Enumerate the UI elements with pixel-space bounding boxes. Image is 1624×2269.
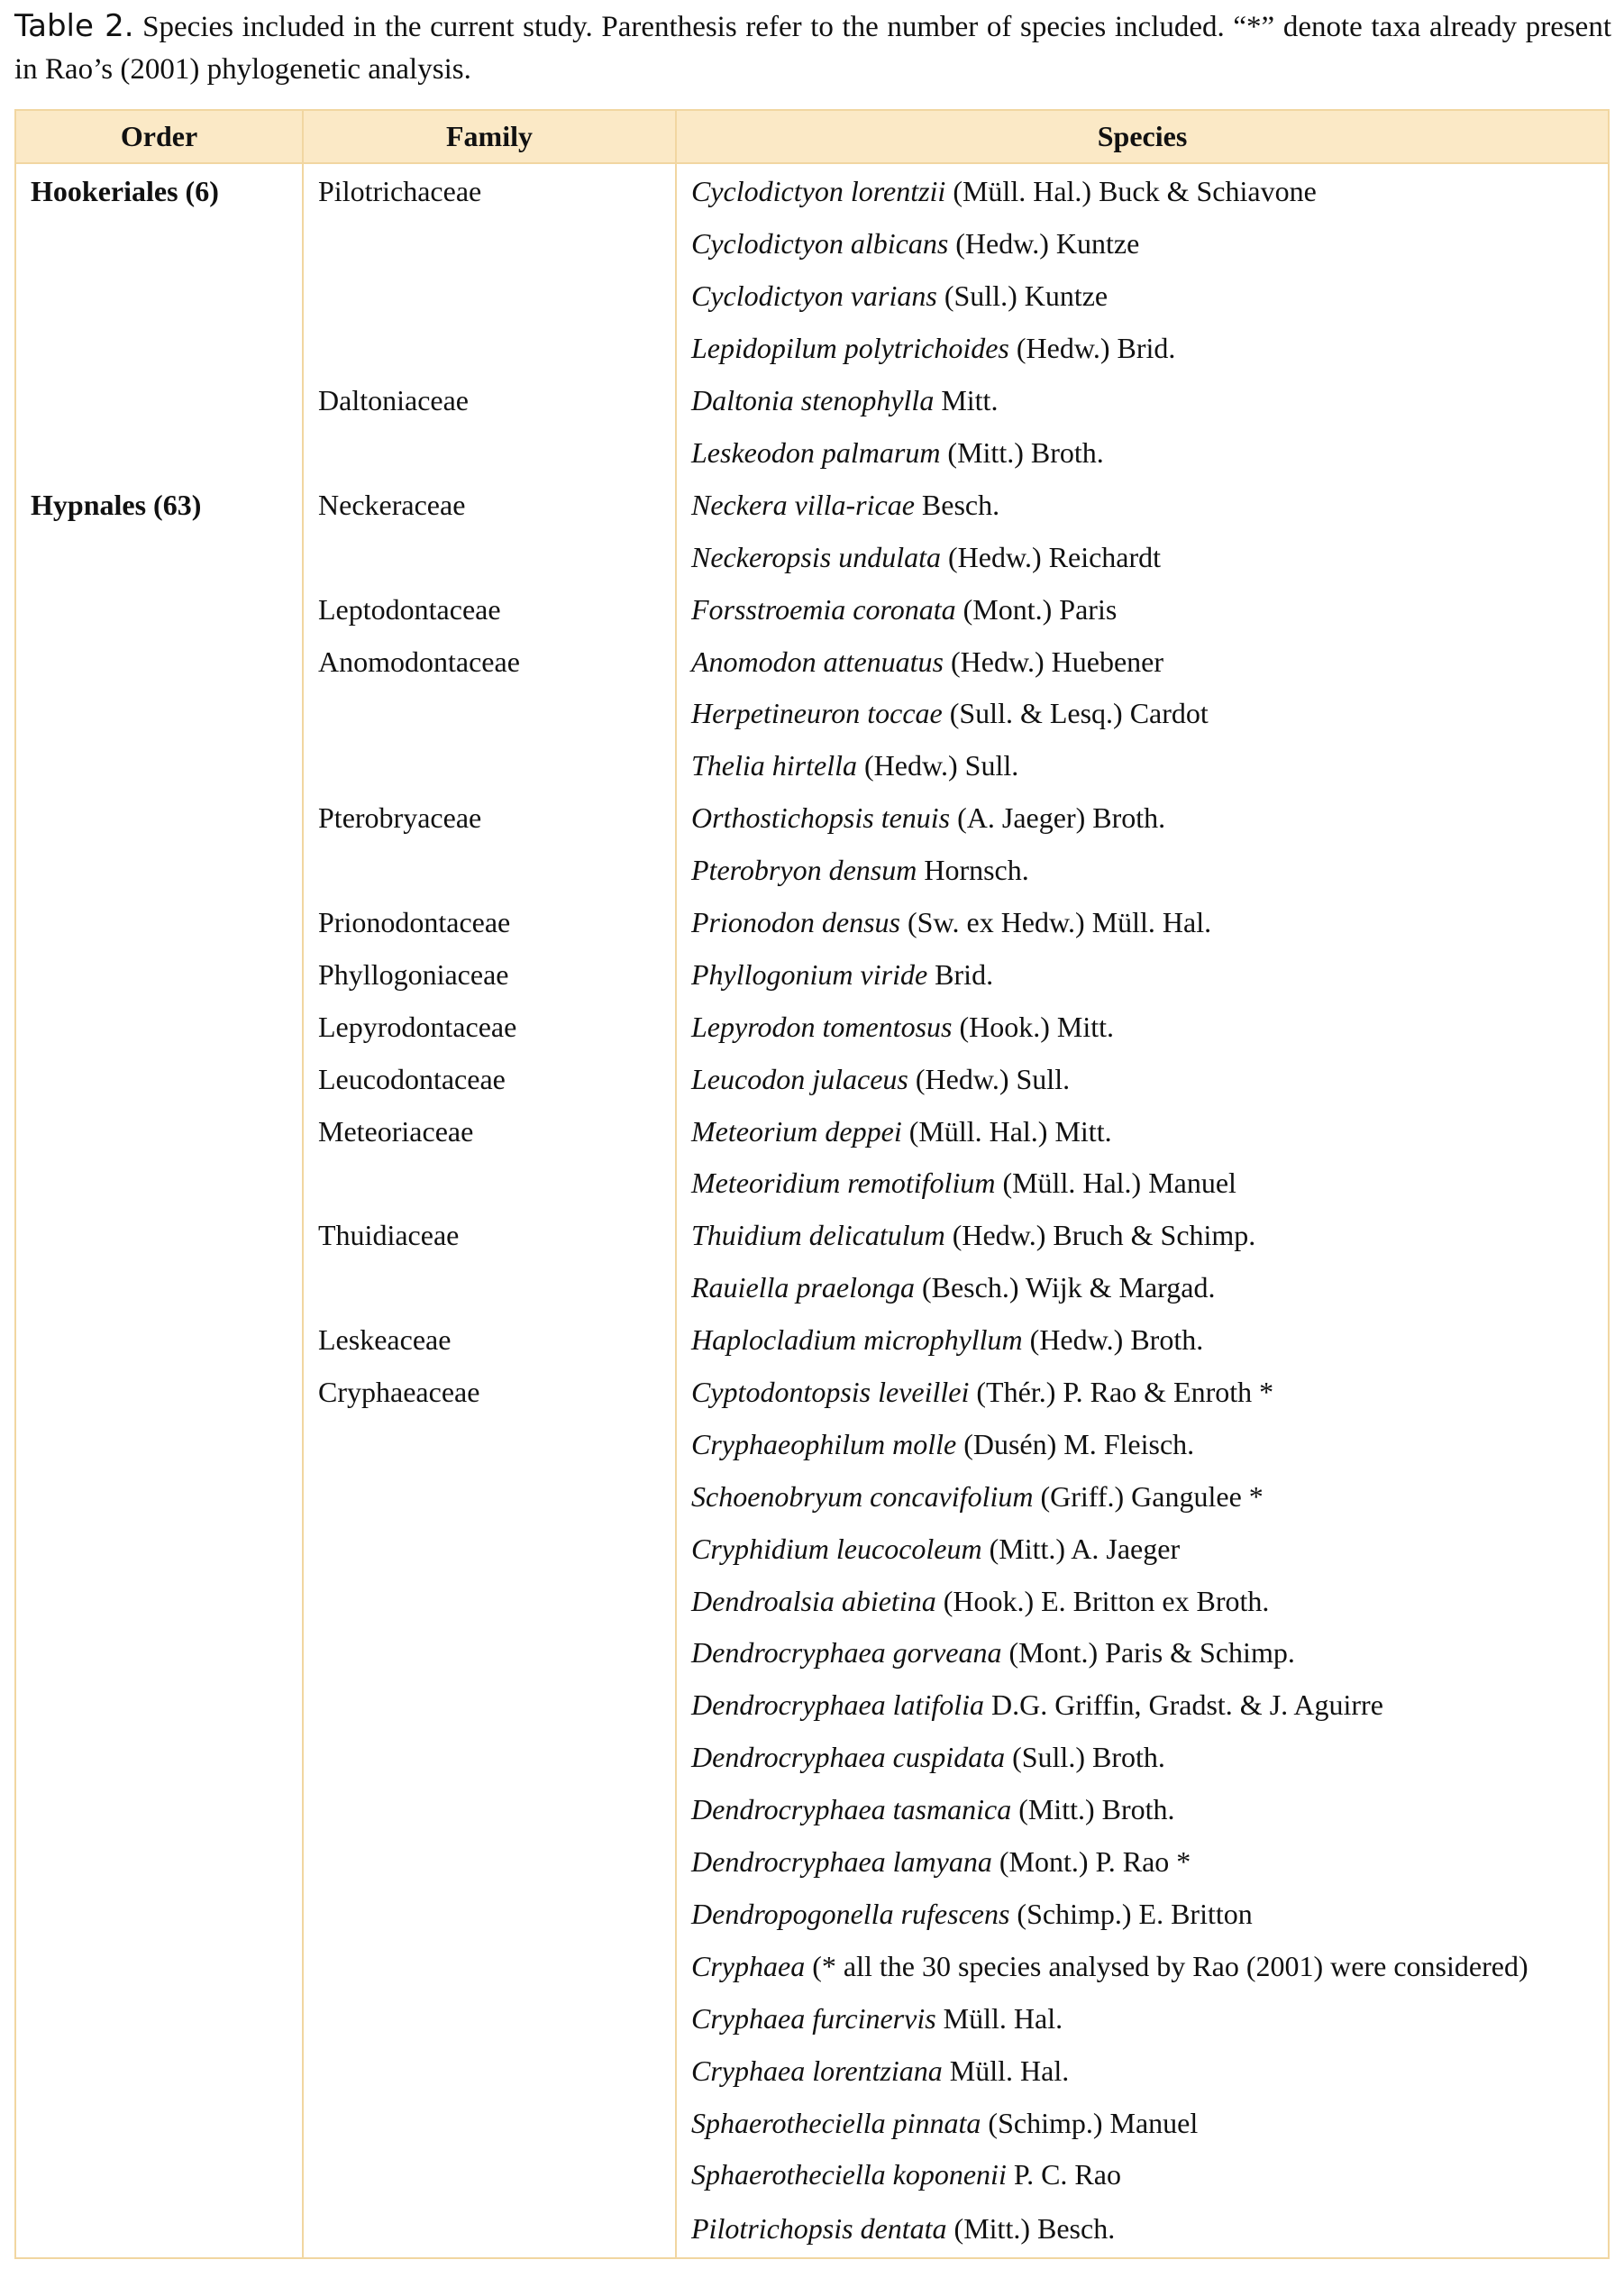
species-authority: Besch. bbox=[914, 488, 1000, 521]
order-cell bbox=[15, 375, 303, 427]
species-cell bbox=[676, 479, 1609, 531]
order-cell bbox=[15, 1992, 303, 2045]
header-row bbox=[15, 110, 1609, 163]
table-row bbox=[15, 218, 1609, 270]
table-row bbox=[15, 163, 1609, 218]
species-cell bbox=[676, 1784, 1609, 1836]
family-cell bbox=[303, 1889, 676, 1941]
family-cell bbox=[303, 270, 676, 323]
order-cell bbox=[15, 2097, 303, 2149]
table-row bbox=[15, 2149, 1609, 2201]
table-row bbox=[15, 1627, 1609, 1679]
family-cell: Neckeraceae bbox=[303, 479, 676, 531]
species-name: Daltonia stenophylla bbox=[691, 384, 935, 417]
order-cell bbox=[15, 2149, 303, 2201]
table-row bbox=[15, 1575, 1609, 1627]
header-order: Order bbox=[15, 110, 303, 163]
order-cell bbox=[15, 1105, 303, 1157]
table-row bbox=[15, 1784, 1609, 1836]
table-row bbox=[15, 1367, 1609, 1419]
family-cell: Meteoriaceae bbox=[303, 1105, 676, 1157]
table-row bbox=[15, 636, 1609, 688]
species-authority: (Müll. Hal.) Buck & Schiavone bbox=[945, 174, 1317, 207]
species-authority: (Müll. Hal.) Manuel bbox=[995, 1167, 1236, 1200]
order-cell bbox=[15, 1470, 303, 1523]
order-cell bbox=[15, 636, 303, 688]
order-cell bbox=[15, 740, 303, 792]
family-cell bbox=[303, 1157, 676, 1210]
order-cell bbox=[15, 1732, 303, 1784]
order-cell bbox=[15, 1210, 303, 1262]
table-row bbox=[15, 948, 1609, 1001]
order-cell: Hypnales (63) bbox=[15, 479, 303, 531]
family-cell bbox=[303, 1784, 676, 1836]
species-name: Dendrocryphaea lamyana bbox=[691, 1845, 992, 1879]
table-row bbox=[15, 427, 1609, 480]
table-row bbox=[15, 531, 1609, 583]
family-cell bbox=[303, 1575, 676, 1627]
species-cell bbox=[676, 1836, 1609, 1889]
species-name: Herpetineuron toccae bbox=[691, 697, 943, 730]
species-name: Lepyrodon tomentosus bbox=[691, 1010, 953, 1043]
species-cell bbox=[676, 323, 1609, 375]
order-cell bbox=[15, 323, 303, 375]
species-authority: (A. Jaeger) Broth. bbox=[950, 801, 1166, 835]
species-authority: (Hedw.) Broth. bbox=[1022, 1323, 1204, 1357]
order-cell bbox=[15, 792, 303, 845]
table-row bbox=[15, 1418, 1609, 1470]
species-cell bbox=[676, 2097, 1609, 2149]
table-row bbox=[15, 1053, 1609, 1105]
species-authority: Hornsch. bbox=[917, 854, 1029, 887]
order-cell bbox=[15, 1001, 303, 1053]
species-cell bbox=[676, 2149, 1609, 2201]
family-cell bbox=[303, 1262, 676, 1314]
table-row bbox=[15, 1940, 1609, 1992]
table-row bbox=[15, 792, 1609, 845]
species-name: Dendroalsia abietina bbox=[691, 1584, 936, 1617]
species-name: Cryphaeophilum molle bbox=[691, 1427, 957, 1460]
species-authority: (Hedw.) Sull. bbox=[908, 1062, 1071, 1095]
table-row bbox=[15, 740, 1609, 792]
species-cell bbox=[676, 897, 1609, 949]
header-family: Family bbox=[303, 110, 676, 163]
family-cell bbox=[303, 323, 676, 375]
family-cell: Anomodontaceae bbox=[303, 636, 676, 688]
family-cell bbox=[303, 845, 676, 897]
species-cell bbox=[676, 427, 1609, 480]
family-cell bbox=[303, 218, 676, 270]
table-row bbox=[15, 1523, 1609, 1575]
species-cell bbox=[676, 218, 1609, 270]
table-row bbox=[15, 1889, 1609, 1941]
species-authority: (Hedw.) Kuntze bbox=[948, 227, 1140, 261]
family-cell: Phyllogoniaceae bbox=[303, 948, 676, 1001]
species-name: Schoenobryum concavifolium bbox=[691, 1479, 1034, 1513]
family-cell: Leucodontaceae bbox=[303, 1053, 676, 1105]
species-cell bbox=[676, 1732, 1609, 1784]
species-authority: (Thér.) P. Rao & Enroth * bbox=[969, 1376, 1274, 1409]
species-authority: (Mitt.) Broth. bbox=[940, 436, 1104, 469]
order-cell bbox=[15, 427, 303, 480]
species-authority: (Dusén) M. Fleisch. bbox=[956, 1427, 1195, 1460]
family-cell: Daltoniaceae bbox=[303, 375, 676, 427]
table-row bbox=[15, 1836, 1609, 1889]
species-name: Haplocladium microphyllum bbox=[691, 1323, 1023, 1357]
species-name: Cyclodictyon lorentzii bbox=[691, 174, 946, 207]
species-name: Orthostichopsis tenuis bbox=[691, 801, 951, 835]
species-authority: (Besch.) Wijk & Margad. bbox=[914, 1271, 1216, 1304]
species-authority: (Hedw.) Brid. bbox=[1008, 332, 1176, 365]
species-name: Dendrocryphaea tasmanica bbox=[691, 1793, 1012, 1826]
species-name: Anomodon attenuatus bbox=[691, 645, 944, 678]
species-cell bbox=[676, 1157, 1609, 1210]
order-cell bbox=[15, 845, 303, 897]
table-row bbox=[15, 1992, 1609, 2045]
family-cell bbox=[303, 2045, 676, 2097]
species-authority: (Mont.) Paris bbox=[955, 592, 1118, 626]
family-cell bbox=[303, 688, 676, 740]
species-authority: Brid. bbox=[927, 957, 994, 991]
species-name: Neckera villa-ricae bbox=[691, 488, 915, 521]
species-name: Cryphaea furcinervis bbox=[691, 2001, 936, 2035]
species-cell bbox=[676, 845, 1609, 897]
species-authority: (Schimp.) Manuel bbox=[981, 2106, 1199, 2139]
species-cell bbox=[676, 1367, 1609, 1419]
family-cell: Prionodontaceae bbox=[303, 897, 676, 949]
species-cell bbox=[676, 1001, 1609, 1053]
species-name: Dendropogonella rufescens bbox=[691, 1897, 1010, 1930]
species-name: Thuidium delicatulum bbox=[691, 1219, 945, 1252]
table-row bbox=[15, 897, 1609, 949]
order-cell bbox=[15, 1367, 303, 1419]
species-cell bbox=[676, 792, 1609, 845]
species-cell bbox=[676, 531, 1609, 583]
order-cell bbox=[15, 1314, 303, 1367]
order-cell bbox=[15, 1784, 303, 1836]
family-cell: Leptodontaceae bbox=[303, 583, 676, 636]
species-authority: (Sull.) Broth. bbox=[1005, 1741, 1165, 1774]
species-authority: (Griff.) Gangulee * bbox=[1033, 1479, 1264, 1513]
species-name: Leucodon julaceus bbox=[691, 1062, 908, 1095]
order-cell bbox=[15, 2045, 303, 2097]
order-cell bbox=[15, 1627, 303, 1679]
order-cell bbox=[15, 2201, 303, 2258]
family-cell: Thuidiaceae bbox=[303, 1210, 676, 1262]
family-cell bbox=[303, 1679, 676, 1732]
species-cell bbox=[676, 1262, 1609, 1314]
table-row bbox=[15, 688, 1609, 740]
species-name: Thelia hirtella bbox=[691, 749, 857, 782]
species-name: Cyclodictyon varians bbox=[691, 279, 937, 313]
species-authority: Müll. Hal. bbox=[942, 2054, 1070, 2087]
order-cell bbox=[15, 948, 303, 1001]
species-name: Forsstroemia coronata bbox=[691, 592, 956, 626]
species-cell bbox=[676, 163, 1609, 218]
species-authority: D.G. Griffin, Gradst. & J. Aguirre bbox=[983, 1688, 1383, 1722]
species-name: Pterobryon densum bbox=[691, 854, 917, 887]
table-row bbox=[15, 479, 1609, 531]
order-cell bbox=[15, 1418, 303, 1470]
species-cell bbox=[676, 1053, 1609, 1105]
species-name: Pilotrichopsis dentata bbox=[691, 2212, 947, 2246]
species-authority: P. C. Rao bbox=[1006, 2158, 1121, 2191]
species-name: Neckeropsis undulata bbox=[691, 540, 941, 573]
species-cell bbox=[676, 948, 1609, 1001]
species-authority: (Hook.) E. Britton ex Broth. bbox=[935, 1584, 1270, 1617]
species-authority: (Sull.) Kuntze bbox=[936, 279, 1109, 313]
species-cell bbox=[676, 740, 1609, 792]
family-cell bbox=[303, 2097, 676, 2149]
family-cell bbox=[303, 2149, 676, 2201]
table-row bbox=[15, 1262, 1609, 1314]
family-cell bbox=[303, 1627, 676, 1679]
species-authority: (Mont.) Paris & Schimp. bbox=[1001, 1636, 1295, 1670]
species-cell bbox=[676, 1418, 1609, 1470]
family-cell bbox=[303, 1836, 676, 1889]
species-name: Leskeodon palmarum bbox=[691, 436, 941, 469]
table-row bbox=[15, 2097, 1609, 2149]
species-authority: (Mitt.) Besch. bbox=[946, 2212, 1116, 2246]
species-name: Cyclodictyon albicans bbox=[691, 227, 949, 261]
family-cell bbox=[303, 1523, 676, 1575]
order-cell bbox=[15, 1836, 303, 1889]
table-row bbox=[15, 1105, 1609, 1157]
species-name: Meteoridium remotifolium bbox=[691, 1167, 996, 1200]
table-row bbox=[15, 270, 1609, 323]
species-name: Meteorium deppei bbox=[691, 1114, 902, 1148]
species-cell bbox=[676, 2045, 1609, 2097]
species-cell bbox=[676, 375, 1609, 427]
family-cell bbox=[303, 2201, 676, 2258]
table-row bbox=[15, 1001, 1609, 1053]
table-row bbox=[15, 1732, 1609, 1784]
order-cell bbox=[15, 1053, 303, 1105]
species-name: Cryphaea bbox=[691, 1949, 806, 1982]
species-cell bbox=[676, 1679, 1609, 1732]
table-row bbox=[15, 2045, 1609, 2097]
species-authority: (Sull. & Lesq.) Cardot bbox=[942, 697, 1209, 730]
table-row bbox=[15, 1314, 1609, 1367]
species-name: Prionodon densus bbox=[691, 906, 900, 939]
species-cell bbox=[676, 1627, 1609, 1679]
order-cell bbox=[15, 218, 303, 270]
family-cell bbox=[303, 740, 676, 792]
order-cell bbox=[15, 897, 303, 949]
species-name: Cryphidium leucocoleum bbox=[691, 1532, 982, 1565]
species-authority: (Mitt.) Broth. bbox=[1011, 1793, 1175, 1826]
species-name: Cryphaea lorentziana bbox=[691, 2054, 943, 2087]
species-authority: Mitt. bbox=[934, 384, 999, 417]
species-cell bbox=[676, 1470, 1609, 1523]
species-table bbox=[14, 109, 1610, 2259]
species-authority: (* all the 30 species analysed by Rao (2001) were considered) bbox=[805, 1949, 1528, 1982]
species-authority: (Sw. ex Hedw.) Müll. Hal. bbox=[900, 906, 1212, 939]
species-cell bbox=[676, 1889, 1609, 1941]
species-cell bbox=[676, 2201, 1609, 2258]
family-cell bbox=[303, 1418, 676, 1470]
family-cell: Pilotrichaceae bbox=[303, 163, 676, 218]
order-cell: Hookeriales (6) bbox=[15, 163, 303, 218]
species-authority: (Mitt.) A. Jaeger bbox=[981, 1532, 1181, 1565]
species-authority: (Hedw.) Bruch & Schimp. bbox=[944, 1219, 1256, 1252]
header-species: Species bbox=[676, 110, 1609, 163]
species-cell bbox=[676, 270, 1609, 323]
table-row bbox=[15, 323, 1609, 375]
order-cell bbox=[15, 1889, 303, 1941]
table-row bbox=[15, 375, 1609, 427]
species-cell bbox=[676, 1314, 1609, 1367]
family-cell bbox=[303, 1992, 676, 2045]
species-cell bbox=[676, 583, 1609, 636]
species-name: Dendrocryphaea gorveana bbox=[691, 1636, 1002, 1670]
order-cell bbox=[15, 1523, 303, 1575]
table-row bbox=[15, 845, 1609, 897]
order-cell bbox=[15, 270, 303, 323]
species-cell bbox=[676, 1105, 1609, 1157]
caption-text: Species included in the current study. Parenthesis refer to the number of species included. “*” denote taxa already present in Rao’s (2001) phylogenetic analysis. bbox=[14, 11, 1612, 86]
species-authority: (Hook.) Mitt. bbox=[952, 1010, 1115, 1043]
species-name: Cyptodontopsis leveillei bbox=[691, 1376, 970, 1409]
species-authority: (Hedw.) Sull. bbox=[857, 749, 1019, 782]
family-cell bbox=[303, 531, 676, 583]
species-cell bbox=[676, 688, 1609, 740]
order-cell bbox=[15, 1679, 303, 1732]
family-cell: Pterobryaceae bbox=[303, 792, 676, 845]
species-name: Phyllogonium viride bbox=[691, 957, 928, 991]
table-row bbox=[15, 1157, 1609, 1210]
species-authority: (Hedw.) Reichardt bbox=[941, 540, 1162, 573]
species-cell bbox=[676, 1940, 1609, 1992]
species-name: Sphaerotheciella koponenii bbox=[691, 2158, 1007, 2191]
species-authority: (Schimp.) E. Britton bbox=[1009, 1897, 1253, 1930]
species-name: Dendrocryphaea cuspidata bbox=[691, 1741, 1006, 1774]
species-authority: (Mont.) P. Rao * bbox=[991, 1845, 1191, 1879]
order-cell bbox=[15, 1157, 303, 1210]
family-cell bbox=[303, 427, 676, 480]
species-name: Lepidopilum polytrichoides bbox=[691, 332, 1009, 365]
table-row bbox=[15, 1679, 1609, 1732]
family-cell: Cryphaeaceae bbox=[303, 1367, 676, 1419]
order-cell bbox=[15, 688, 303, 740]
family-cell bbox=[303, 1940, 676, 1992]
species-cell bbox=[676, 1575, 1609, 1627]
family-cell: Leskeaceae bbox=[303, 1314, 676, 1367]
table-body bbox=[15, 163, 1609, 2258]
order-cell bbox=[15, 531, 303, 583]
order-cell bbox=[15, 583, 303, 636]
species-cell bbox=[676, 1210, 1609, 1262]
species-authority: Müll. Hal. bbox=[935, 2001, 1063, 2035]
table-row bbox=[15, 2201, 1609, 2258]
species-authority: (Müll. Hal.) Mitt. bbox=[901, 1114, 1112, 1148]
order-cell bbox=[15, 1940, 303, 1992]
species-name: Rauiella praelonga bbox=[691, 1271, 915, 1304]
species-name: Dendrocryphaea latifolia bbox=[691, 1688, 984, 1722]
species-cell bbox=[676, 1992, 1609, 2045]
table-row bbox=[15, 1470, 1609, 1523]
family-cell bbox=[303, 1732, 676, 1784]
species-name: Sphaerotheciella pinnata bbox=[691, 2106, 981, 2139]
order-cell bbox=[15, 1262, 303, 1314]
caption-label: Table 2. bbox=[14, 8, 134, 44]
family-cell bbox=[303, 1470, 676, 1523]
table-caption bbox=[14, 5, 1611, 91]
species-cell bbox=[676, 1523, 1609, 1575]
table-row bbox=[15, 583, 1609, 636]
species-authority: (Hedw.) Huebener bbox=[943, 645, 1164, 678]
table-header bbox=[15, 110, 1609, 163]
table-row bbox=[15, 1210, 1609, 1262]
species-cell bbox=[676, 636, 1609, 688]
order-cell bbox=[15, 1575, 303, 1627]
family-cell: Lepyrodontaceae bbox=[303, 1001, 676, 1053]
